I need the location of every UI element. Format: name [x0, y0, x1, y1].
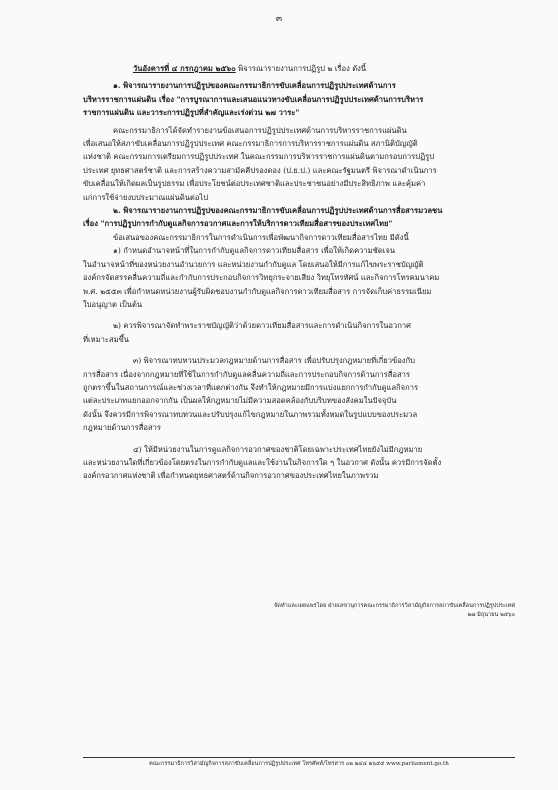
- section1-body-line: แห่งชาติ คณะกรรมการเตรียมการปฏิรูปประเทศ ในคณะกรรมการบริหารราชการแผ่นดินตามกรอบการปฏิรูป: [83, 152, 435, 162]
- item-3-line: ถูกตราขึ้นในสถานการณ์และช่วงเวลาที่แตกต่างกัน จึงทำให้กฎหมายมีการแบ่งแยกการกำกับดูแลกิจการ: [83, 382, 419, 392]
- item-1-line: ในอำนาจหน้าที่ของหน่วยงานอำนวยการ และหน่วยงานกำกับดูแล โดยเสนอให้มีการแก้ไขพระราชบัญญัติ: [83, 259, 424, 269]
- section1-body-line: คณะกรรมาธิการได้จัดทำรายงานข้อเสนอการปฏิรูปประเทศด้านการบริหารราชการแผ่นดิน: [113, 125, 407, 135]
- item-3-line: การสื่อสาร เนื่องจากกฎหมายที่ใช้ในการกำกับดูแลคลื่นความถี่และการประกอบกิจการด้านการสื่อสาร: [83, 369, 410, 379]
- footer-divider: [83, 757, 515, 758]
- section2-title: เรื่อง "การปฏิรูปการกำกับดูแลกิจการอวกาศและการให้บริการดาวเทียมสื่อสารของประเทศไทย": [83, 219, 393, 229]
- item-4-line: และหน่วยงานใดที่เกี่ยวข้องโดยตรงในการกำกับดูแลและใช้งานในกิจการใด ๆ ในอวกาศ ดังนั้น ควรมีการจัดตั้ง: [83, 457, 442, 467]
- item-1-line: พ.ศ. ๒๕๕๓ เพื่อกำหนดหน่วยงานผู้รับผิดชอบงานกำกับดูแลกิจการดาวเทียมสื่อสาร การจัดเก็บค่าธรรมเนียม: [83, 286, 432, 296]
- header-subject: พิจารณารายงานการปฏิรูป ๒ เรื่อง ดังนี้: [235, 64, 367, 73]
- section1-title: ๑. พิจารณารายงานการปฏิรูปของคณะกรรมาธิการขับเคลื่อนการปฏิรูปประเทศด้านการ: [113, 81, 396, 91]
- document-body: [83, 62, 515, 483]
- item-3-line: ดังนั้น จึงควรมีการพิจารณาทบทวนและปรับปรุงแก้ไขกฎหมายในภาพรวมทั้งหมดในรูปแบบของประมวล: [83, 409, 418, 419]
- section2-title: ๒. พิจารณารายงานการปฏิรูปของคณะกรรมาธิการขับเคลื่อนการปฏิรูปประเทศด้านการสื่อสารมวลชน: [113, 206, 443, 216]
- publisher-note: [232, 602, 515, 620]
- header-date: วันอังคารที่ ๔ กรกฎาคม ๒๕๖๐: [133, 64, 236, 73]
- section2-intro: ข้อเสนอของคณะกรรมาธิการในการดำเนินการเพื่อพัฒนากิจการดาวเทียมสื่อสารไทย มีดังนี้: [113, 232, 409, 242]
- section1-body-line: ขับเคลื่อนให้เกิดผลเป็นรูปธรรม เพื่อประโยชน์ต่อประเทศชาติและประชาชนอย่างมีประสิทธิภาพ และคุ้มค่า: [83, 179, 426, 189]
- section1-title: บริหารราชการแผ่นดิน เรื่อง "การบูรณาการและเสนอแนวทางขับเคลื่อนการปฏิรูปประเทศด้านการบริหาร: [83, 94, 424, 104]
- item-2-line: ที่เหมาะสมขึ้น: [83, 334, 129, 344]
- section1-title: ราชการแผ่นดิน และวาระการปฏิรูปที่สำคัญและเร่งด่วน ๒๗ วาระ": [83, 108, 300, 118]
- item-4-line: องค์กรอวกาศแห่งชาติ เพื่อกำหนดยุทธศาสตร์ด้านกิจการอวกาศของประเทศไทยในภาพรวม: [83, 471, 379, 481]
- item-3-line: แต่ละประเภทแยกออกจากกัน เป็นผลให้กฎหมายไม่มีความสอดคล้องกับบริบทของสังคมในปัจจุบัน: [83, 396, 397, 406]
- item-2-line: ๒) ควรพิจารณาจัดทำพระราชบัญญัติว่าด้วยดาวเทียมสื่อสารและการดำเนินกิจการในอวกาศ: [113, 321, 411, 331]
- item-3-line: ๓) พิจารณาทบทวนประมวลกฎหมายด้านการสื่อสาร เพื่อปรับปรุงกฎหมายที่เกี่ยวข้องกับ: [133, 356, 415, 366]
- item-1-line: ๑) กำหนดอำนาจหน้าที่ในการกำกับดูแลกิจการดาวเทียมสื่อสาร เพื่อให้เกิดความชัดเจน: [113, 246, 396, 256]
- publish-date: ๒๗ มิถุนายน ๒๕๖๐: [467, 612, 515, 618]
- item-1-line: ใบอนุญาต เป็นต้น: [83, 299, 143, 309]
- section1-body-line: แก่การใช้จ่ายงบประมาณแผ่นดินต่อไป: [83, 192, 209, 202]
- publisher-line: จัดทำและเผยแพร่โดย ฝ่ายเลขานุการคณะกรรมาธิการวิสามัญกิจการสภาขับเคลื่อนการปฏิรูปประเทศ: [273, 603, 515, 609]
- footer-contact: คณะกรรมาธิการวิสามัญกิจการสภาขับเคลื่อนการปฏิรูปประเทศ โทรศัพท์/โทรสาร ๐๒ ๒๔๔ ๒๖๕๕ www.parliament.go.th: [149, 761, 449, 767]
- item-3-line: กฎหมายด้านการสื่อสาร: [83, 423, 161, 433]
- item-1-line: องค์กรจัดสรรคลื่นความถี่และกำกับการประกอบกิจการวิทยุกระจายเสียง วิทยุโทรทัศน์ และกิจการโทรคมนาคม: [83, 273, 440, 283]
- page-number: ๓: [275, 14, 283, 24]
- item-4-line: ๔) ให้มีหน่วยงานในการดูแลกิจการอวกาศของชาติโดยเฉพาะประเทศไทยยังไม่มีกฎหมาย: [133, 444, 423, 454]
- header-line: [83, 62, 515, 75]
- section1-body-line: ประเทศ ยุทธศาสตร์ชาติ และการสร้างความสามัคคีปรองดอง (ป.ย.ป.) และคณะรัฐมนตรี พิจารณาดำเนินการ: [83, 165, 437, 175]
- section1-body-line: เพื่อเสนอให้สภาขับเคลื่อนการปฏิรูปประเทศ คณะกรรมาธิการการบริหารราชการแผ่นดิน สภานิติบัญญัติ: [83, 139, 418, 149]
